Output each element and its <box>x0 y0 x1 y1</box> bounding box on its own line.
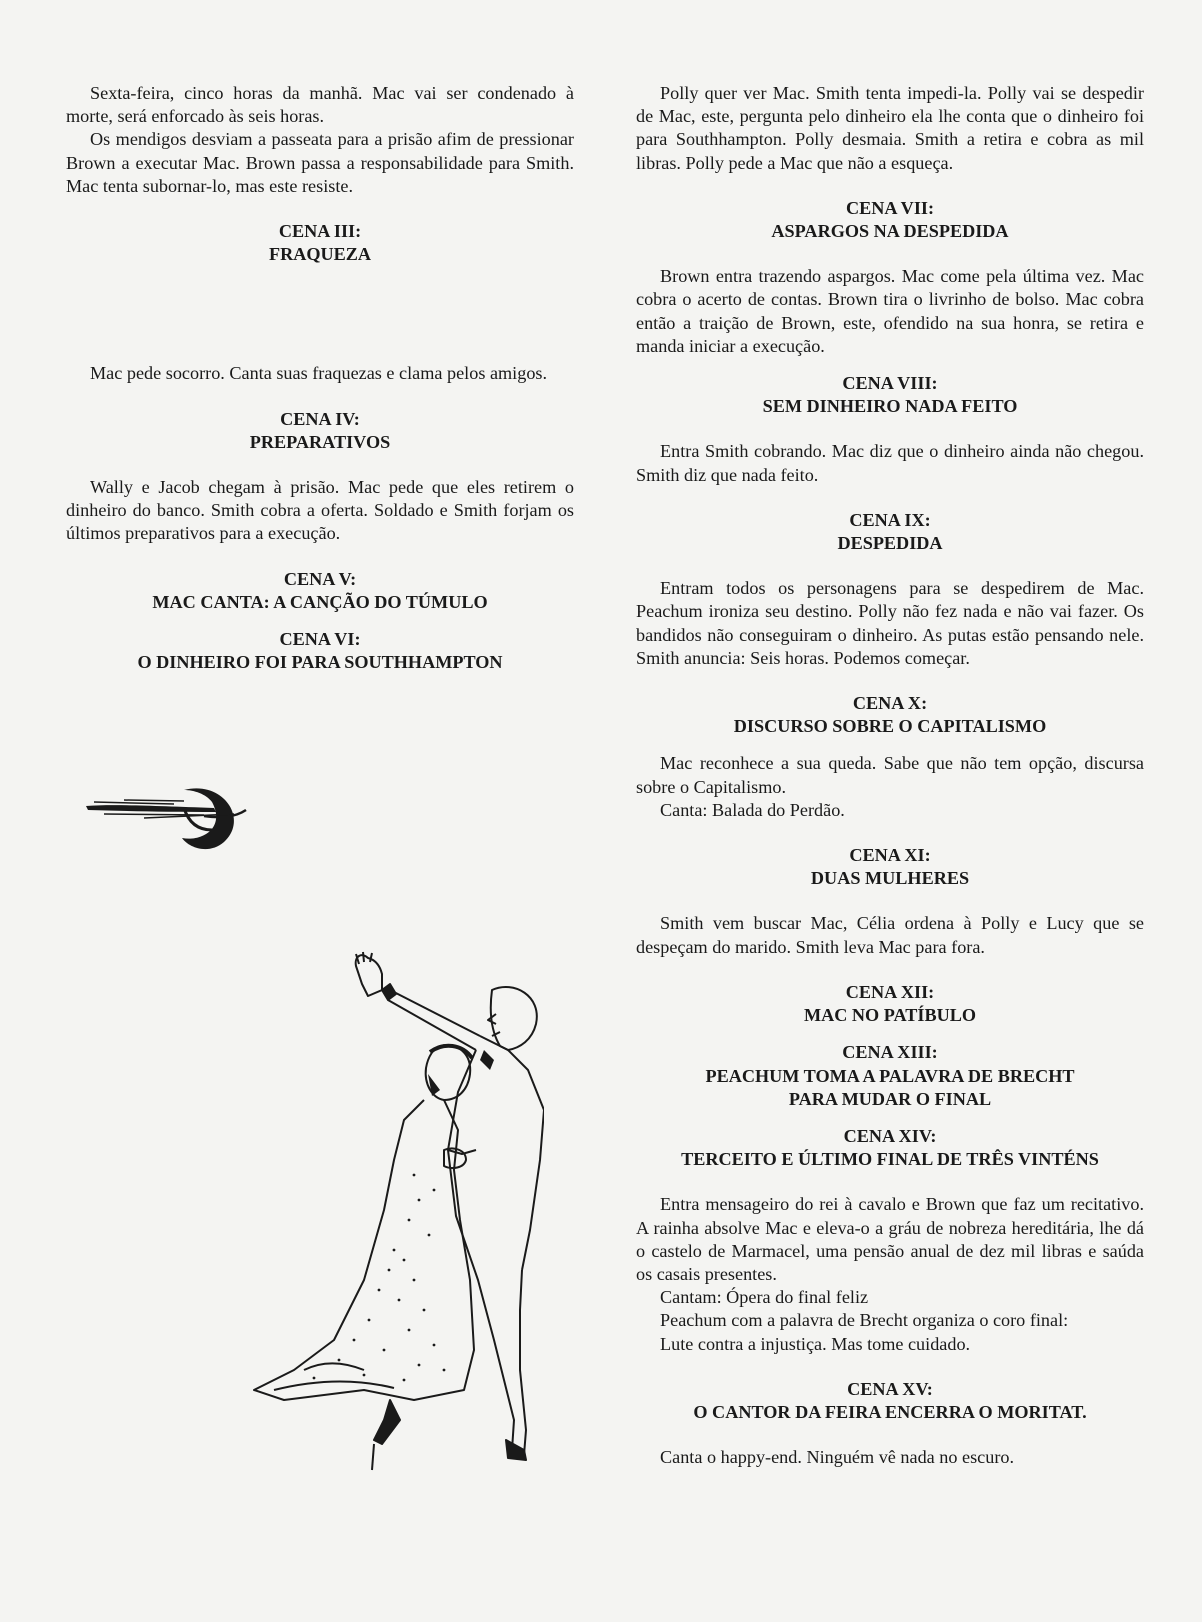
scene-14-line-3: Peachum com a palavra de Brecht organiza o coro final: <box>660 1310 1069 1331</box>
scene-10-label: CENA X: <box>852 693 928 714</box>
scene-4-text: Wally e Jacob chegam à prisão. Mac pede que eles retirem o dinheiro do banco. Smith cobra a oferta. Soldado e Smith forjam os últimos preparativos para a execução. <box>66 477 574 544</box>
scene-15-text: Canta o happy-end. Ninguém vê nada no escuro. <box>660 1447 1015 1468</box>
scene-5-heading <box>66 568 574 614</box>
scene-14-text: Entra mensageiro do rei à cavalo e Brown que faz um recitativo. A rainha absolve Mac e eleva-o a gráu de nobreza hereditária, lhe dá o castelo de Marmacel, uma pensão anual de dez mil libras e saúda os casais presentes. <box>636 1194 1144 1284</box>
scene-7-heading <box>636 197 1144 243</box>
scene-5-label: CENA V: <box>283 568 357 589</box>
scene-9-text: Entram todos os personagens para se despedirem de Mac. Peachum ironiza seu destino. Polly não fez nada e não vai fazer. Os bandidos não conseguiram o dinheiro. As putas estão pensando nele. Smith anuncia: Seis horas. Podemos começar. <box>636 578 1144 668</box>
scene-6-text: Polly quer ver Mac. Smith tenta impedi-la. Polly vai se despedir de Mac, este, pergunta pelo dinheiro ela lhe conta que o dinheiro foi para Southhampton. Polly desmaia. Smith a retira e cobra as mil libras. Polly pede a Mac que não a esqueça. <box>636 83 1144 173</box>
scene-7-title: ASPARGOS NA DESPEDIDA <box>771 221 1009 242</box>
scene-5-title: MAC CANTA: A CANÇÃO DO TÚMULO <box>152 591 488 612</box>
scene-10-text: Mac reconhece a sua queda. Sabe que não tem opção, discursa sobre o Capitalismo. <box>636 753 1144 797</box>
scene-4-title: PREPARATIVOS <box>249 431 391 452</box>
intro-paragraph-1: Sexta-feira, cinco horas da manhã. Mac vai ser condenado à morte, será enforcado às seis horas. <box>66 83 574 127</box>
scene-12-title: MAC NO PATÍBULO <box>803 1005 977 1026</box>
right-column <box>636 82 1144 1469</box>
scene-13-title-1: PEACHUM TOMA A PALAVRA DE BRECHT <box>705 1065 1075 1086</box>
scene-13-label: CENA XIII: <box>842 1042 938 1063</box>
scene-4-label: CENA IV: <box>280 408 360 429</box>
left-column <box>66 82 574 674</box>
intro-paragraph-2: Os mendigos desviam a passeata para a prisão afim de pressionar Brown a executar Mac. Brown passa a responsabilidade para Smith. Mac tenta subornar-lo, mas este resiste. <box>66 129 574 196</box>
scene-3-heading <box>66 220 574 266</box>
dancing-couple-illustration <box>244 950 544 1475</box>
scene-12-heading <box>636 981 1144 1027</box>
scene-14-line-4: Lute contra a injustiça. Mas tome cuidado. <box>660 1333 971 1354</box>
scene-13-title-2: PARA MUDAR O FINAL <box>788 1088 992 1109</box>
scene-15-label: CENA XV: <box>847 1378 933 1399</box>
scene-9-title: DESPEDIDA <box>837 533 943 554</box>
scene-11-label: CENA XI: <box>849 845 931 866</box>
scene-15-title: O CANTOR DA FEIRA ENCERRA O MORITAT. <box>693 1401 1087 1422</box>
scene-12-label: CENA XII: <box>845 981 935 1002</box>
scene-14-label: CENA XIV: <box>843 1125 937 1146</box>
scene-10-heading <box>636 692 1144 738</box>
scene-14-line-2: Cantam: Ópera do final feliz <box>660 1287 869 1308</box>
scene-7-text: Brown entra trazendo aspargos. Mac come pela última vez. Mac cobra o acerto de contas. Brown tira o livrinho de bolso. Mac cobra então a traição de Brown, este, ofendido na sua honra, se retira e manda iniciar a execução. <box>636 266 1144 356</box>
crescent-moon-illustration <box>84 780 254 860</box>
scene-11-heading <box>636 844 1144 890</box>
scene-6-heading <box>66 628 574 674</box>
scene-8-label: CENA VIII: <box>842 373 938 394</box>
scene-11-text: Smith vem buscar Mac, Célia ordena à Polly e Lucy que se despeçam do marido. Smith leva Mac para fora. <box>636 913 1144 957</box>
scene-15-heading <box>636 1378 1144 1424</box>
scene-8-title: SEM DINHEIRO NADA FEITO <box>762 396 1018 417</box>
scene-13-heading <box>636 1041 1144 1111</box>
scene-11-title: DUAS MULHERES <box>810 868 970 889</box>
scene-14-title: TERCEITO E ÚLTIMO FINAL DE TRÊS VINTÉNS <box>681 1149 1099 1170</box>
scene-14-heading <box>636 1125 1144 1171</box>
scene-6-title: O DINHEIRO FOI PARA SOUTHHAMPTON <box>137 652 503 673</box>
scene-10-line-2: Canta: Balada do Perdão. <box>660 799 845 820</box>
scene-3-title: FRAQUEZA <box>268 244 372 265</box>
scene-8-heading <box>636 372 1144 418</box>
scene-10-title: DISCURSO SOBRE O CAPITALISMO <box>733 716 1047 737</box>
scene-8-text: Entra Smith cobrando. Mac diz que o dinheiro ainda não chegou. Smith diz que nada feito. <box>636 441 1144 485</box>
scene-9-label: CENA IX: <box>849 509 931 530</box>
scene-3-text: Mac pede socorro. Canta suas fraquezas e clama pelos amigos. <box>90 363 548 384</box>
scene-3-label: CENA III: <box>278 221 362 242</box>
scene-6-label: CENA VI: <box>279 629 361 650</box>
scene-4-heading <box>66 408 574 454</box>
scene-7-label: CENA VII: <box>845 197 935 218</box>
scene-9-heading <box>636 509 1144 555</box>
